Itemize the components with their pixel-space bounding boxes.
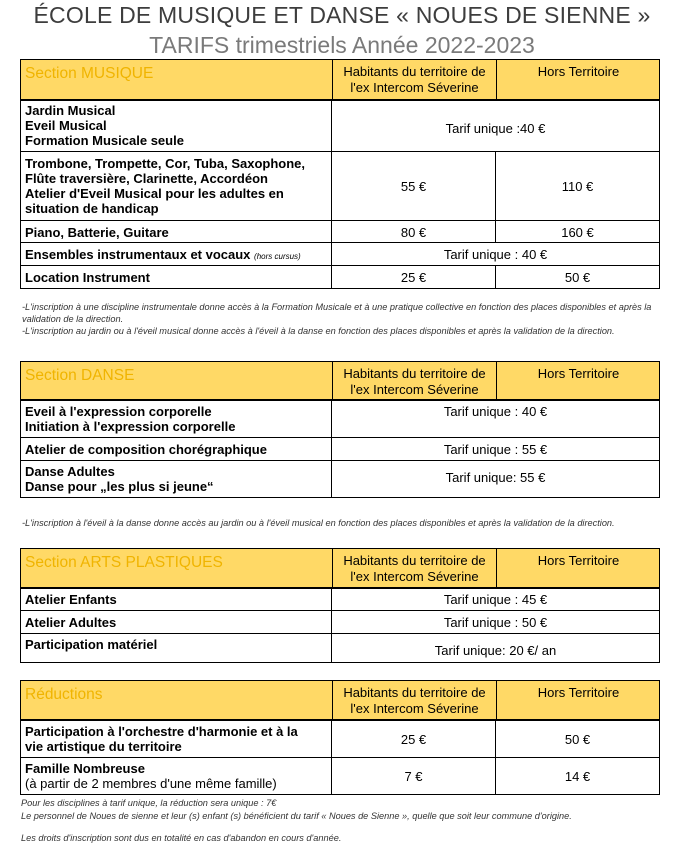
col-header-non-residents: Hors Territoire (537, 366, 620, 381)
musique-resident-price: 55 € (400, 179, 427, 194)
col-header-residents: Habitants du territoire de l'ex Intercom Séverine (343, 553, 486, 584)
reductions-row-sublabel: (à partir de 2 membres d'une même famille) (25, 776, 277, 791)
danse-row-label: Eveil à l'expression corporelle Initiation à l'expression corporelle (25, 404, 236, 434)
danse-unique-price: Tarif unique : 40 € (443, 404, 548, 419)
arts-row-label: Participation matériel (25, 637, 158, 652)
col-header-residents: Habitants du territoire de l'ex Intercom Séverine (343, 685, 486, 716)
danse-note: -L'inscription à l'éveil à la danse donne accès au jardin ou à l'éveil musical en fonction des places disponibles et après la validation de la direction. (22, 518, 615, 528)
musique-row-label: Ensembles instrumentaux et vocaux (hors cursus) (25, 247, 301, 262)
musique-resident-price: 80 € (400, 225, 427, 240)
danse-row-label: Danse Adultes Danse pour „les plus si jeune“ (25, 464, 214, 494)
tarifs-title: TARIFS trimestriels Année 2022-2023 (149, 32, 535, 58)
reductions-note: Pour les disciplines à tarif unique, la réduction sera unique : 7€ (21, 798, 277, 808)
musique-note: -L'inscription à une discipline instrumentale donne accès à la Formation Musicale et à une pratique collective en fonction des places disponibles et après la validation de la direction. (22, 302, 652, 324)
musique-row-label: Jardin Musical Eveil Musical Formation Musicale seule (25, 103, 184, 148)
danse-unique-price: Tarif unique : 55 € (443, 442, 548, 457)
musique-row-label: Piano, Batterie, Guitare (25, 225, 169, 240)
col-header-residents: Habitants du territoire de l'ex Intercom Séverine (343, 366, 486, 397)
reductions-non-resident-price: 50 € (564, 732, 591, 747)
arts-section-title: Section ARTS PLASTIQUES (25, 554, 223, 571)
musique-unique-price: Tarif unique :40 € (445, 121, 546, 136)
school-title: ÉCOLE DE MUSIQUE ET DANSE « NOUES DE SIENNE » (33, 2, 651, 28)
reductions-row-label: Famille Nombreuse (à partir de 2 membres d'une même famille) (25, 761, 277, 791)
musique-resident-price: 25 € (400, 270, 427, 285)
reductions-row-label: Participation à l'orchestre d'harmonie et à la vie artistique du territoire (25, 724, 298, 754)
reductions-section-title: Réductions (25, 686, 103, 703)
musique-unique-price: Tarif unique : 40 € (443, 247, 548, 262)
arts-unique-price: Tarif unique : 45 € (443, 592, 548, 607)
danse-unique-price: Tarif unique: 55 € (445, 470, 546, 485)
arts-unique-price: Tarif unique: 20 €/ an (434, 643, 557, 658)
musique-non-resident-price: 110 € (561, 179, 594, 194)
hors-cursus-note: (hors cursus) (254, 252, 301, 261)
reductions-non-resident-price: 14 € (564, 769, 591, 784)
danse-section-header (20, 361, 660, 400)
danse-row-label: Atelier de composition chorégraphique (25, 442, 267, 457)
col-header-residents: Habitants du territoire de l'ex Intercom Séverine (343, 64, 486, 95)
musique-row-label: Location Instrument (25, 270, 150, 285)
reductions-note: Les droits d'inscription sont dus en totalité en cas d'abandon en cours d'année. (21, 833, 342, 843)
musique-note: -L'inscription au jardin ou à l'éveil musical donne accès à l'éveil à la danse en fonction des places disponibles et après la validation de la direction. (22, 326, 615, 336)
reductions-resident-price: 7 € (404, 769, 423, 784)
musique-section-header (20, 59, 660, 100)
musique-row-label: Trombone, Trompette, Cor, Tuba, Saxophone, Flûte traversière, Clarinette, Accordéon Atelier d'Eveil Musical pour les adultes en situation de handicap (25, 156, 306, 216)
col-header-non-residents: Hors Territoire (537, 553, 620, 568)
arts-unique-price: Tarif unique : 50 € (443, 615, 548, 630)
reductions-section-header (20, 680, 660, 720)
col-header-non-residents: Hors Territoire (537, 64, 620, 79)
musique-non-resident-price: 160 € (561, 225, 594, 240)
arts-row-label: Atelier Adultes (25, 615, 117, 630)
musique-non-resident-price: 50 € (564, 270, 591, 285)
musique-section-title: Section MUSIQUE (25, 65, 154, 82)
col-header-non-residents: Hors Territoire (537, 685, 620, 700)
arts-row-label: Atelier Enfants (25, 592, 117, 607)
arts-section-header (20, 548, 660, 588)
danse-section-title: Section DANSE (25, 367, 135, 384)
reductions-resident-price: 25 € (400, 732, 427, 747)
reductions-note: Le personnel de Noues de sienne et leur (s) enfant (s) bénéficient du tarif « Noues de Sienne », quelle que soit leur commune d'origine. (21, 811, 572, 821)
